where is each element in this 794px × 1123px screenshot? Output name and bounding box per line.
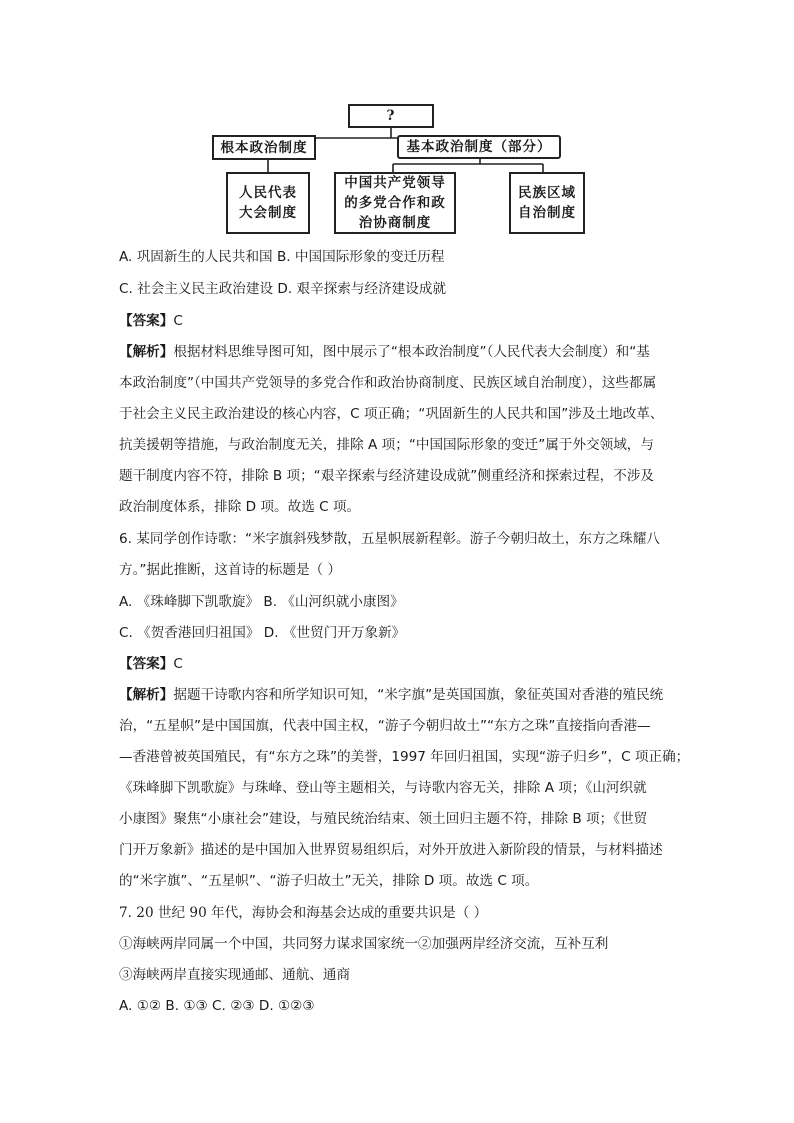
diagram-leaf-npc [226,172,310,234]
analysis-line: 抗美援朝等措施，与政治制度无关，排除 A 项；“中国国际形象的变迁”属于外交领域，与 [119,437,654,453]
q7-items-1-2: ①海峡两岸同属一个中国，共同努力谋求国家统一②加强两岸经济交流，互补互利 [119,936,609,952]
q6-analysis [119,680,690,897]
q6-answer [119,654,183,674]
analysis-line: 于社会主义民主政治建设的核心内容，C 项正确；“巩固新生的人民共和国”涉及土地改革、 [119,406,664,422]
leaf-npc-line1: 人民代表 [239,185,297,201]
analysis-line [119,680,679,711]
analysis-line: 治，“五星帜”是中国国旗，代表中国主权，“游子今朝归故土”“东方之珠”直接指向香港— [119,718,651,734]
analysis-line: —香港曾被英国殖民，有“东方之珠”的美誉，1997 年回归祖国，实现“游子归乡”，C 项正确； [119,749,690,765]
leaf-autonomy-line1: 民族区域 [518,185,576,201]
q5-analysis [119,337,679,523]
diagram-left-category [212,135,316,160]
leaf-cooperation-line3: 治协商制度 [358,215,432,231]
diagram-right-category [397,135,561,159]
analysis-line: 门开万象新》描述的是中国加入世界贸易组织后，对外开放进入新阶段的情景，与材料描述 [119,842,663,858]
stem-line: 方。”据此推断，这首诗的标题是（ ） [119,562,342,578]
stem-line: 6. 某同学创作诗歌：“米字旗斜残梦散，五星帜展新程彰。游子今朝归故土，东方之珠耀八 [119,531,660,547]
analysis-line: 本政治制度”（中国共产党领导的多党合作和政治协商制度、民族区域自治制度），这些都属 [119,375,657,391]
left-category-label: 根本政治制度 [220,139,308,156]
analysis-text: 根据材料思维导图可知，图中展示了“根本政治制度”（人民代表大会制度）和“基 [173,344,650,360]
leaf-cooperation-line1: 中国共产党领导 [344,175,446,191]
diagram-leaf-ethnic-autonomy [509,172,585,234]
q7-stem: 7. 20 世纪 90 年代，海协会和海基会达成的重要共识是（ ） [119,905,488,921]
q5-options-ab: A. 巩固新生的人民共和国 B. 中国国际形象的变迁历程 [119,249,445,265]
q6-options-cd: C. 《贺香港回归祖国》 D. 《世贸门开万象新》 [119,625,406,641]
diagram-leaf-cpc-cooperation [334,172,456,234]
analysis-line [119,337,679,368]
analysis-line: 政治制度体系，排除 D 项。故选 C 项。 [119,499,361,515]
diagram-root-box [348,104,434,128]
leaf-npc-line2: 大会制度 [239,205,297,221]
q5-options-cd: C. 社会主义民主政治建设 D. 艰辛探索与经济建设成就 [119,281,447,297]
answer-value: C [173,656,183,672]
diagram-root-label: ? [386,108,396,124]
leaf-cooperation-line2: 的多党合作和政 [344,195,446,211]
q7-options: A. ①② B. ①③ C. ②③ D. ①②③ [119,998,315,1014]
q5-answer [119,311,183,331]
q7-item-3: ③海峡两岸直接实现通邮、通航、通商 [119,967,351,983]
q6-options-ab: A. 《珠峰脚下凯歌旋》 B. 《山河织就小康图》 [119,594,404,610]
analysis-tag: 【解析】 [119,687,174,703]
answer-tag: 【答案】 [119,313,174,329]
analysis-line: 《珠峰脚下凯歌旋》与珠峰、登山等主题相关，与诗歌内容无关，排除 A 项；《山河织就 [119,780,647,796]
right-category-label: 基本政治制度（部分） [406,139,552,155]
leaf-autonomy-line2: 自治制度 [518,205,576,221]
analysis-line: 题干制度内容不符，排除 B 项；“艰辛探索与经济建设成就”侧重经济和探索过程，不涉及 [119,468,655,484]
answer-tag: 【答案】 [119,656,174,672]
analysis-line: 的“米字旗”、“五星帜”、“游子归故土”无关，排除 D 项。故选 C 项。 [119,873,539,889]
analysis-text: 据题干诗歌内容和所学知识可知，“米字旗”是英国国旗，象征英国对香港的殖民统 [173,687,664,703]
concept-diagram [0,0,794,240]
q6-stem [119,524,679,586]
analysis-line: 小康图》聚焦“小康社会”建设，与殖民统治结束、领土回归主题不符，排除 B 项；《世贸 [119,811,648,827]
analysis-tag: 【解析】 [119,344,174,360]
answer-value: C [173,313,183,329]
